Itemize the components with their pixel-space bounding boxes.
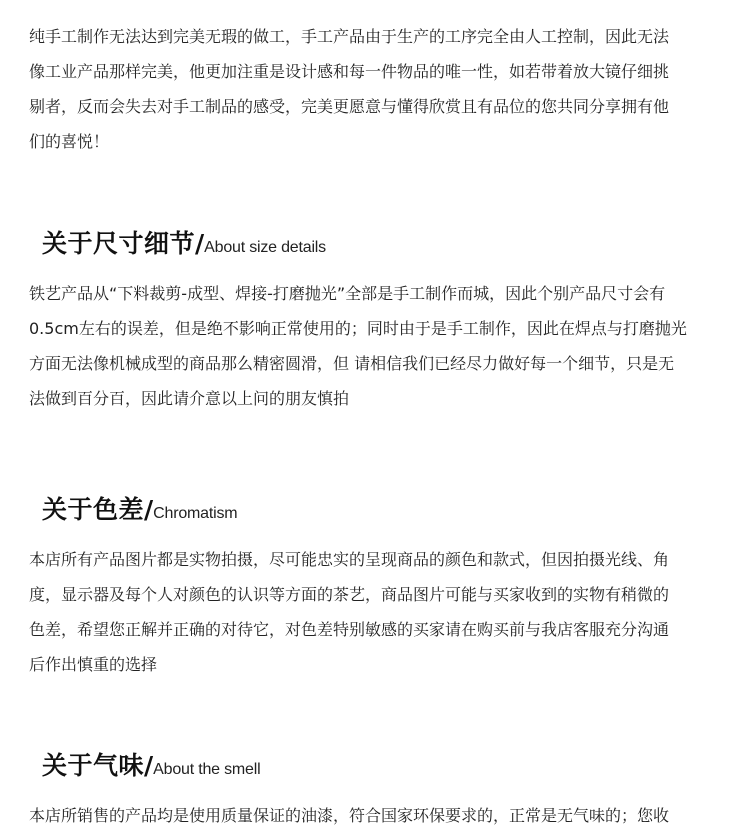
chromatism-paragraph <box>29 542 729 682</box>
heading-en: About the smell <box>153 761 261 778</box>
section-heading-smell <box>42 746 260 782</box>
heading-zh: 关于气味 <box>42 751 145 780</box>
paragraph-line: 本店所销售的产品均是使用质量保证的油漆，符合国家环保要求的，正常是无气味的；您收 <box>29 806 670 825</box>
heading-slash: / <box>144 751 154 780</box>
paragraph-line: 后作出慎重的选择 <box>29 655 158 674</box>
heading-zh: 关于色差 <box>42 495 145 524</box>
size-details-paragraph <box>29 276 729 416</box>
paragraph-line: 本店所有产品图片都是实物拍摄，尽可能忠实的呈现商品的颜色和款式，但因拍摄光线、角 <box>29 550 670 569</box>
paragraph-line: 色差，希望您正解并正确的对待它，对色差特别敏感的买家请在购买前与我店客服充分沟通 <box>29 620 670 639</box>
section-heading-chromatism <box>42 490 237 526</box>
heading-en: Chromatism <box>153 505 238 522</box>
intro-paragraph <box>29 19 729 159</box>
section-heading-size-details <box>42 224 326 260</box>
paragraph-line: 法做到百分百，因此请介意以上问的朋友慎拍 <box>29 389 350 408</box>
paragraph-line: 纯手工制作无法达到完美无瑕的做工，手工产品由于生产的工序完全由人工控制，因此无法 <box>29 27 670 46</box>
paragraph-line: 们的喜悦！ <box>29 132 110 151</box>
heading-slash: / <box>144 495 154 524</box>
heading-slash: / <box>195 229 205 258</box>
paragraph-line: 铁艺产品从“下料裁剪-成型、焊接-打磨抛光”全部是手工制作而城，因此个别产品尺寸会有 <box>29 284 666 303</box>
heading-zh: 关于尺寸细节 <box>42 229 196 258</box>
paragraph-line: 方面无法像机械成型的商品那么精密圆滑，但 请相信我们已经尽力做好每一个细节，只是无 <box>29 354 675 373</box>
paragraph-line: 度，显示器及每个人对颜色的认识等方面的茶艺，商品图片可能与买家收到的实物有稍微的 <box>29 585 670 604</box>
paragraph-line: 像工业产品那样完美，他更加注重是设计感和每一件物品的唯一性，如若带着放大镜仔细挑 <box>29 62 670 81</box>
paragraph-line: 0.5cm左右的误差，但是绝不影响正常使用的；同时由于是手工制作，因此在焊点与打磨抛光 <box>29 319 687 338</box>
smell-paragraph <box>29 798 729 827</box>
heading-en: About size details <box>204 239 326 256</box>
paragraph-line: 剔者，反而会失去对手工制品的感受，完美更愿意与懂得欣赏且有品位的您共同分享拥有他 <box>29 97 670 116</box>
